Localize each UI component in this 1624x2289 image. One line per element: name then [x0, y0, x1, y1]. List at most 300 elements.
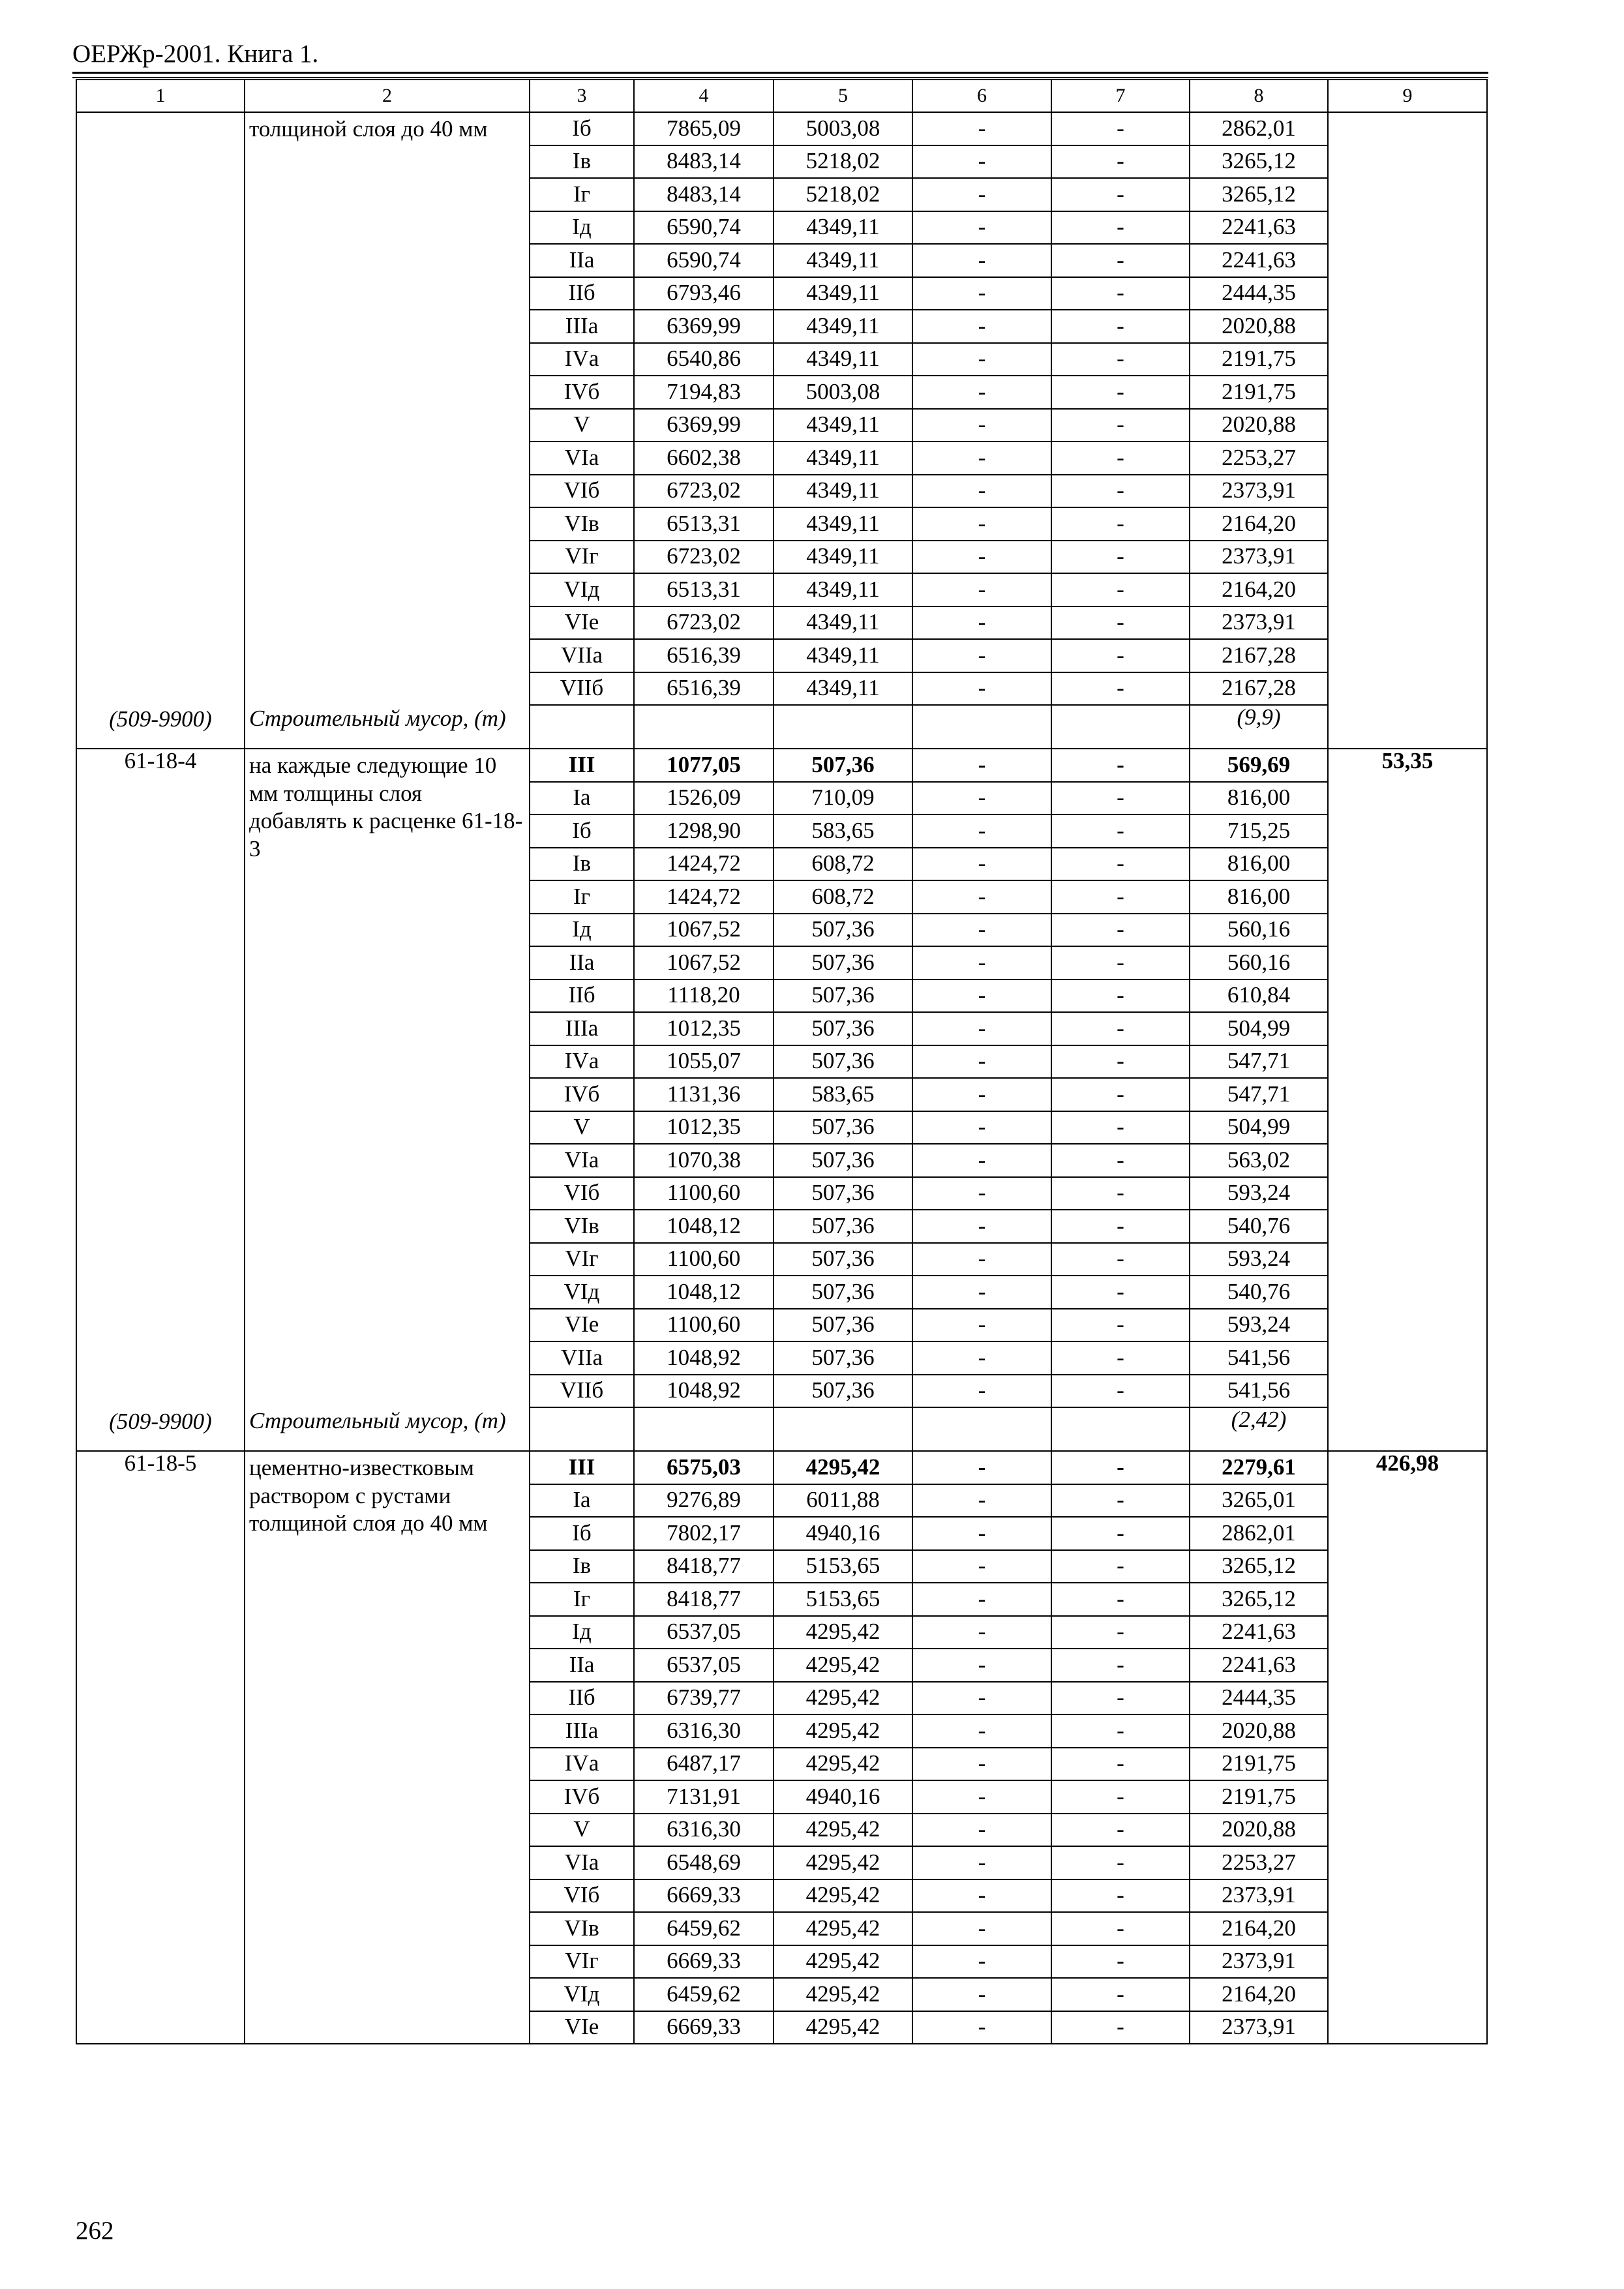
- cost-cell: -: [1051, 782, 1190, 815]
- cost-cell: -: [1051, 211, 1190, 245]
- cost-cell: 2241,63: [1190, 244, 1328, 277]
- region-zone: VIг: [530, 1945, 634, 1979]
- cost-cell: 6540,86: [634, 343, 774, 376]
- cost-cell: 583,65: [774, 1078, 912, 1111]
- cost-cell: -: [1051, 1649, 1190, 1682]
- cost-cell: -: [912, 244, 1051, 277]
- cost-cell: 816,00: [1190, 782, 1328, 815]
- cost-cell: 608,72: [774, 848, 912, 881]
- cost-cell: 610,84: [1190, 980, 1328, 1013]
- cost-cell: 6316,30: [634, 1714, 774, 1748]
- cost-cell: 4295,42: [774, 1616, 912, 1649]
- cost-cell: 560,16: [1190, 914, 1328, 947]
- cost-cell: -: [1051, 815, 1190, 848]
- cost-cell: 4295,42: [774, 1748, 912, 1781]
- cost-cell: 547,71: [1190, 1078, 1328, 1111]
- region-zone: VIIб: [530, 1375, 634, 1408]
- cost-cell: -: [1051, 1012, 1190, 1045]
- cost-cell: -: [912, 409, 1051, 442]
- region-zone: Iд: [530, 914, 634, 947]
- cost-cell: -: [912, 1682, 1051, 1715]
- cost-cell: 593,24: [1190, 1177, 1328, 1210]
- region-zone: Iг: [530, 880, 634, 914]
- cost-cell: 2167,28: [1190, 639, 1328, 672]
- cost-cell: -: [1051, 1045, 1190, 1079]
- cost-cell: 2862,01: [1190, 112, 1328, 145]
- cost-cell: 6723,02: [634, 606, 774, 640]
- cost-cell: -: [1051, 1846, 1190, 1879]
- empty-cell: [634, 1407, 774, 1451]
- waste-row: [76, 705, 1487, 749]
- cost-cell: 6602,38: [634, 441, 774, 475]
- region-zone: IVа: [530, 1748, 634, 1781]
- cost-cell: -: [1051, 672, 1190, 706]
- cost-cell: -: [1051, 914, 1190, 947]
- cost-cell: 4349,11: [774, 441, 912, 475]
- cost-cell: 1055,07: [634, 1045, 774, 1079]
- cost-cell: 6487,17: [634, 1748, 774, 1781]
- cost-cell: -: [1051, 1748, 1190, 1781]
- cost-cell: 4940,16: [774, 1780, 912, 1814]
- cost-cell: 507,36: [774, 914, 912, 947]
- cost-cell: 4349,11: [774, 606, 912, 640]
- cost-cell: 593,24: [1190, 1309, 1328, 1342]
- cost-cell: 1424,72: [634, 848, 774, 881]
- region-zone: IIб: [530, 1682, 634, 1715]
- cost-cell: 507,36: [774, 1144, 912, 1177]
- cost-cell: -: [912, 749, 1051, 782]
- cost-cell: 6516,39: [634, 672, 774, 706]
- cost-cell: 507,36: [774, 1375, 912, 1408]
- cost-cell: 4349,11: [774, 541, 912, 574]
- cost-cell: -: [912, 1879, 1051, 1913]
- rate-description: на каждые следующие 10 мм толщины слоя добавлять к расценке 61-18-3: [245, 749, 530, 1407]
- column-number-row: [76, 80, 1487, 112]
- rate-description: толщиной слоя до 40 мм: [245, 112, 530, 705]
- region-zone: IIIа: [530, 1714, 634, 1748]
- cost-cell: -: [1051, 1144, 1190, 1177]
- header-rule-thin: [72, 77, 1488, 78]
- cost-cell: -: [1051, 1210, 1190, 1243]
- cost-cell: 1424,72: [634, 880, 774, 914]
- cost-cell: -: [1051, 606, 1190, 640]
- cost-cell: 4295,42: [774, 1649, 912, 1682]
- rates-table: [76, 79, 1488, 2044]
- region-zone: IVб: [530, 376, 634, 409]
- empty-cell: [774, 705, 912, 749]
- empty-cell: [912, 705, 1051, 749]
- cost-cell: -: [1051, 1111, 1190, 1144]
- cost-cell: 2862,01: [1190, 1517, 1328, 1550]
- document-header: ОЕРЖр-2001. Книга 1.: [72, 40, 319, 68]
- cost-cell: 8418,77: [634, 1550, 774, 1583]
- cost-cell: 2373,91: [1190, 1879, 1328, 1913]
- cost-cell: -: [1051, 749, 1190, 782]
- cost-cell: -: [1051, 1243, 1190, 1276]
- cost-cell: 583,65: [774, 815, 912, 848]
- cost-cell: -: [912, 541, 1051, 574]
- column-number: 5: [774, 80, 912, 112]
- cost-cell: -: [1051, 244, 1190, 277]
- region-zone: VIв: [530, 507, 634, 541]
- cost-cell: 4349,11: [774, 409, 912, 442]
- region-zone: VIд: [530, 573, 634, 606]
- cost-cell: 6793,46: [634, 277, 774, 310]
- cost-cell: 507,36: [774, 980, 912, 1013]
- cost-cell: -: [1051, 1912, 1190, 1945]
- cost-cell: -: [912, 441, 1051, 475]
- cost-cell: 4349,11: [774, 639, 912, 672]
- cost-cell: 1077,05: [634, 749, 774, 782]
- cost-cell: 6548,69: [634, 1846, 774, 1879]
- cost-cell: -: [1051, 1978, 1190, 2011]
- cost-cell: -: [912, 1714, 1051, 1748]
- cost-cell: 2020,88: [1190, 1714, 1328, 1748]
- cost-cell: -: [1051, 848, 1190, 881]
- cost-cell: 1048,12: [634, 1276, 774, 1309]
- cost-cell: -: [912, 573, 1051, 606]
- cost-cell: 1067,52: [634, 914, 774, 947]
- empty-cell: [774, 1407, 912, 1451]
- cost-cell: 4349,11: [774, 244, 912, 277]
- cost-cell: 5153,65: [774, 1550, 912, 1583]
- region-zone: VIб: [530, 475, 634, 508]
- cost-cell: 816,00: [1190, 880, 1328, 914]
- cost-cell: 6669,33: [634, 1945, 774, 1979]
- cost-cell: 8483,14: [634, 178, 774, 211]
- cost-cell: 4349,11: [774, 343, 912, 376]
- cost-cell: 6537,05: [634, 1649, 774, 1682]
- cost-cell: 3265,01: [1190, 1484, 1328, 1518]
- cost-cell: -: [912, 1484, 1051, 1518]
- cost-cell: -: [1051, 310, 1190, 343]
- cost-cell: 569,69: [1190, 749, 1328, 782]
- region-zone: Iд: [530, 1616, 634, 1649]
- cost-cell: 2241,63: [1190, 1616, 1328, 1649]
- cost-cell: 4349,11: [774, 277, 912, 310]
- cost-cell: -: [1051, 946, 1190, 980]
- region-zone: VIд: [530, 1276, 634, 1309]
- column-number: 7: [1051, 80, 1190, 112]
- cost-cell: 507,36: [774, 1012, 912, 1045]
- cost-cell: -: [912, 1978, 1051, 2011]
- region-zone: V: [530, 1111, 634, 1144]
- cost-cell: 2020,88: [1190, 409, 1328, 442]
- cost-cell: 7194,83: [634, 376, 774, 409]
- cost-cell: 6537,05: [634, 1616, 774, 1649]
- region-zone: VIг: [530, 541, 634, 574]
- cost-cell: 5218,02: [774, 145, 912, 179]
- cost-cell: 1070,38: [634, 1144, 774, 1177]
- cost-cell: 7865,09: [634, 112, 774, 145]
- cost-cell: -: [912, 1375, 1051, 1408]
- region-zone: IIб: [530, 980, 634, 1013]
- rate-code: [76, 112, 245, 705]
- cost-cell: -: [912, 1309, 1051, 1342]
- cost-cell: 2164,20: [1190, 507, 1328, 541]
- cost-cell: -: [1051, 112, 1190, 145]
- column-number: 4: [634, 80, 774, 112]
- cost-cell: -: [912, 343, 1051, 376]
- rate-code: 61-18-5: [76, 1451, 245, 2044]
- cost-cell: 563,02: [1190, 1144, 1328, 1177]
- column-number: 2: [245, 80, 530, 112]
- cost-cell: 816,00: [1190, 848, 1328, 881]
- region-zone: VIб: [530, 1879, 634, 1913]
- cost-cell: 4295,42: [774, 1912, 912, 1945]
- cost-cell: -: [1051, 1341, 1190, 1375]
- cost-cell: -: [912, 1210, 1051, 1243]
- cost-cell: 2241,63: [1190, 1649, 1328, 1682]
- region-zone: IVб: [530, 1780, 634, 1814]
- cost-cell: 6739,77: [634, 1682, 774, 1715]
- cost-cell: -: [912, 1550, 1051, 1583]
- cost-cell: -: [912, 2011, 1051, 2044]
- cost-cell: 1012,35: [634, 1012, 774, 1045]
- cost-cell: 560,16: [1190, 946, 1328, 980]
- region-zone: VIе: [530, 606, 634, 640]
- waste-code: (509-9900): [76, 705, 245, 749]
- cost-cell: 3265,12: [1190, 1550, 1328, 1583]
- cost-cell: -: [912, 1111, 1051, 1144]
- cost-cell: -: [912, 1780, 1051, 1814]
- cost-cell: 507,36: [774, 1341, 912, 1375]
- region-zone: VIе: [530, 2011, 634, 2044]
- cost-cell: 1100,60: [634, 1243, 774, 1276]
- cost-cell: 1100,60: [634, 1309, 774, 1342]
- cost-cell: 507,36: [774, 1243, 912, 1276]
- cost-cell: -: [912, 1649, 1051, 1682]
- cost-cell: 1100,60: [634, 1177, 774, 1210]
- cost-cell: 6011,88: [774, 1484, 912, 1518]
- rate-description: цементно-известковым раствором с рустами толщиной слоя до 40 мм: [245, 1451, 530, 2044]
- column-number: 9: [1328, 80, 1487, 112]
- cost-cell: -: [912, 178, 1051, 211]
- region-zone: IVа: [530, 343, 634, 376]
- cost-cell: 507,36: [774, 1111, 912, 1144]
- cost-cell: 4295,42: [774, 1879, 912, 1913]
- labor-cost: 426,98: [1328, 1451, 1487, 2044]
- header-rule: [72, 72, 1488, 74]
- cost-cell: -: [912, 946, 1051, 980]
- region-zone: VIе: [530, 1309, 634, 1342]
- cost-cell: -: [1051, 1517, 1190, 1550]
- cost-cell: 507,36: [774, 946, 912, 980]
- cost-cell: 2373,91: [1190, 541, 1328, 574]
- cost-cell: 8483,14: [634, 145, 774, 179]
- rate-row: [76, 749, 1487, 782]
- cost-cell: -: [1051, 343, 1190, 376]
- cost-cell: -: [912, 880, 1051, 914]
- empty-cell: [634, 705, 774, 749]
- region-zone: VIв: [530, 1210, 634, 1243]
- region-zone: Iв: [530, 145, 634, 179]
- cost-cell: 507,36: [774, 1309, 912, 1342]
- region-zone: IIа: [530, 946, 634, 980]
- cost-cell: 6369,99: [634, 310, 774, 343]
- page-number: 262: [76, 2217, 114, 2245]
- cost-cell: 1048,92: [634, 1375, 774, 1408]
- cost-cell: 541,56: [1190, 1341, 1328, 1375]
- cost-cell: 4295,42: [774, 1945, 912, 1979]
- cost-cell: -: [912, 815, 1051, 848]
- cost-cell: 4940,16: [774, 1517, 912, 1550]
- region-zone: IIIа: [530, 310, 634, 343]
- cost-cell: -: [912, 1451, 1051, 1484]
- cost-cell: 6723,02: [634, 541, 774, 574]
- empty-cell: [912, 1407, 1051, 1451]
- cost-cell: 2020,88: [1190, 1814, 1328, 1847]
- region-zone: VIа: [530, 1144, 634, 1177]
- cost-cell: 507,36: [774, 1045, 912, 1079]
- cost-cell: -: [912, 1616, 1051, 1649]
- cost-cell: -: [912, 1341, 1051, 1375]
- cost-cell: 2191,75: [1190, 343, 1328, 376]
- cost-cell: 1298,90: [634, 815, 774, 848]
- cost-cell: -: [1051, 1177, 1190, 1210]
- region-zone: VIд: [530, 1978, 634, 2011]
- cost-cell: 4349,11: [774, 573, 912, 606]
- cost-cell: -: [912, 1045, 1051, 1079]
- cost-cell: -: [1051, 1078, 1190, 1111]
- cost-cell: 1048,92: [634, 1341, 774, 1375]
- cost-cell: -: [912, 1945, 1051, 1979]
- cost-cell: 2373,91: [1190, 606, 1328, 640]
- cost-cell: 710,09: [774, 782, 912, 815]
- waste-name: Строительный мусор, (т): [245, 1407, 530, 1451]
- cost-cell: 6316,30: [634, 1814, 774, 1847]
- column-number: 3: [530, 80, 634, 112]
- cost-cell: -: [912, 1912, 1051, 1945]
- cost-cell: -: [912, 1144, 1051, 1177]
- cost-cell: 2253,27: [1190, 441, 1328, 475]
- cost-cell: -: [1051, 1276, 1190, 1309]
- waste-name: Строительный мусор, (т): [245, 705, 530, 749]
- cost-cell: 3265,12: [1190, 1583, 1328, 1616]
- cost-cell: 6723,02: [634, 475, 774, 508]
- cost-cell: 4295,42: [774, 2011, 912, 2044]
- region-zone: Iд: [530, 211, 634, 245]
- region-zone: VIIб: [530, 672, 634, 706]
- cost-cell: 2373,91: [1190, 2011, 1328, 2044]
- cost-cell: -: [1051, 1451, 1190, 1484]
- region-zone: VIг: [530, 1243, 634, 1276]
- waste-amount: (9,9): [1190, 705, 1328, 749]
- cost-cell: -: [1051, 2011, 1190, 2044]
- cost-cell: 547,71: [1190, 1045, 1328, 1079]
- cost-cell: 9276,89: [634, 1484, 774, 1518]
- cost-cell: 541,56: [1190, 1375, 1328, 1408]
- cost-cell: -: [912, 606, 1051, 640]
- cost-cell: 7131,91: [634, 1780, 774, 1814]
- cost-cell: -: [1051, 277, 1190, 310]
- cost-cell: -: [912, 1748, 1051, 1781]
- rate-row: [76, 1451, 1487, 1484]
- region-zone: Iа: [530, 782, 634, 815]
- cost-cell: 4295,42: [774, 1978, 912, 2011]
- cost-cell: -: [912, 376, 1051, 409]
- cost-cell: -: [912, 310, 1051, 343]
- cost-cell: 1012,35: [634, 1111, 774, 1144]
- column-number: 8: [1190, 80, 1328, 112]
- region-zone: Iв: [530, 1550, 634, 1583]
- cost-cell: -: [912, 1012, 1051, 1045]
- table-body: [76, 80, 1487, 2044]
- cost-cell: -: [912, 1846, 1051, 1879]
- cost-cell: 507,36: [774, 749, 912, 782]
- cost-cell: -: [912, 145, 1051, 179]
- cost-cell: -: [1051, 1945, 1190, 1979]
- cost-cell: 2167,28: [1190, 672, 1328, 706]
- cost-cell: 2241,63: [1190, 211, 1328, 245]
- cost-cell: 2191,75: [1190, 376, 1328, 409]
- region-zone: Iб: [530, 815, 634, 848]
- cost-cell: 4295,42: [774, 1714, 912, 1748]
- column-number: 1: [76, 80, 245, 112]
- cost-cell: -: [1051, 1616, 1190, 1649]
- empty-cell: [530, 1407, 634, 1451]
- column-number: 6: [912, 80, 1051, 112]
- cost-cell: 1067,52: [634, 946, 774, 980]
- cost-cell: 4349,11: [774, 507, 912, 541]
- cost-cell: 6575,03: [634, 1451, 774, 1484]
- region-zone: Iв: [530, 848, 634, 881]
- cost-cell: -: [912, 1814, 1051, 1847]
- region-zone: IVб: [530, 1078, 634, 1111]
- cost-cell: -: [1051, 1682, 1190, 1715]
- empty-cell: [530, 705, 634, 749]
- cost-cell: 2444,35: [1190, 1682, 1328, 1715]
- cost-cell: 504,99: [1190, 1111, 1328, 1144]
- cost-cell: 1131,36: [634, 1078, 774, 1111]
- cost-cell: 2444,35: [1190, 277, 1328, 310]
- cost-cell: 4295,42: [774, 1451, 912, 1484]
- cost-cell: 507,36: [774, 1276, 912, 1309]
- labor-cost: 53,35: [1328, 749, 1487, 1451]
- cost-cell: -: [1051, 178, 1190, 211]
- cost-cell: 540,76: [1190, 1210, 1328, 1243]
- region-zone: Iг: [530, 178, 634, 211]
- cost-cell: -: [912, 211, 1051, 245]
- cost-cell: 5003,08: [774, 376, 912, 409]
- region-zone: V: [530, 1814, 634, 1847]
- cost-cell: 2191,75: [1190, 1748, 1328, 1781]
- rate-row: [76, 112, 1487, 145]
- region-zone: IIIа: [530, 1012, 634, 1045]
- cost-cell: -: [1051, 880, 1190, 914]
- cost-cell: -: [1051, 1583, 1190, 1616]
- region-zone: VIв: [530, 1912, 634, 1945]
- cost-cell: -: [1051, 409, 1190, 442]
- cost-cell: 6590,74: [634, 211, 774, 245]
- region-zone: V: [530, 409, 634, 442]
- cost-cell: 6369,99: [634, 409, 774, 442]
- cost-cell: 2164,20: [1190, 1978, 1328, 2011]
- cost-cell: -: [1051, 980, 1190, 1013]
- cost-cell: -: [912, 1243, 1051, 1276]
- waste-code: (509-9900): [76, 1407, 245, 1451]
- cost-cell: 4349,11: [774, 672, 912, 706]
- waste-amount: (2,42): [1190, 1407, 1328, 1451]
- rates-table-container: [76, 79, 1486, 2044]
- cost-cell: -: [912, 782, 1051, 815]
- region-zone: VIа: [530, 441, 634, 475]
- cost-cell: 507,36: [774, 1210, 912, 1243]
- cost-cell: -: [1051, 541, 1190, 574]
- cost-cell: -: [1051, 1484, 1190, 1518]
- region-zone: IIб: [530, 277, 634, 310]
- cost-cell: 2164,20: [1190, 1912, 1328, 1945]
